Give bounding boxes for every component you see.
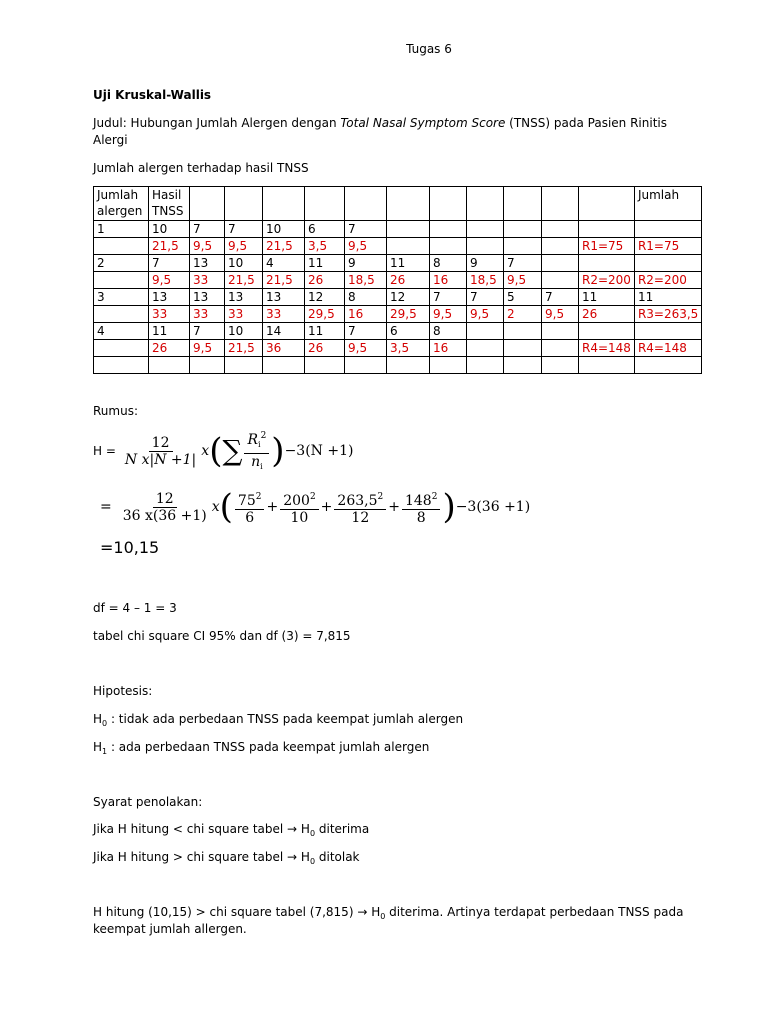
term-num — [280, 489, 318, 510]
cell-value — [190, 357, 225, 374]
cell-jumlah-alergen: 2 — [94, 255, 149, 272]
table-row — [94, 255, 702, 272]
fraction-den: N x|N +1| — [124, 451, 197, 468]
cell-sum — [634, 221, 701, 238]
cell-value: 9,5 — [504, 272, 542, 289]
header-empty — [504, 187, 542, 221]
judul-line1 — [93, 116, 667, 130]
cell-value: 10 — [149, 221, 190, 238]
conclusion-line2: keempat jumlah allergen. — [93, 922, 247, 936]
cell-value: 11 — [149, 323, 190, 340]
cell-value — [467, 323, 504, 340]
cell-value: 29,5 — [387, 306, 430, 323]
judul-prefix: Judul: Hubungan Jumlah Alergen dengan — [93, 116, 341, 130]
header-col2-line2: TNSS — [152, 204, 184, 218]
cell-value — [542, 272, 579, 289]
formula-h-eq: H = — [93, 444, 116, 458]
cell-value: 16 — [430, 340, 467, 357]
cell-value: 21,5 — [263, 272, 305, 289]
judul-line2: Alergi — [93, 133, 128, 147]
formula-general — [93, 428, 353, 474]
term-den: 6 — [245, 509, 255, 526]
term-148 — [402, 489, 440, 526]
h1-sub: 1 — [102, 747, 108, 756]
cell-value: 36 — [263, 340, 305, 357]
cell-value: 11 — [387, 255, 430, 272]
cell-value: 7 — [542, 289, 579, 306]
conclusion-line1 — [93, 905, 683, 921]
rumus-label: Rumus: — [93, 404, 138, 418]
term-num-value: 75 — [237, 492, 256, 509]
paren-close: ) — [271, 431, 285, 471]
cell-sum — [634, 357, 701, 374]
cell-value: 3,5 — [387, 340, 430, 357]
cell-sum: R3=263,5 — [634, 306, 701, 323]
cell-value: 10 — [263, 221, 305, 238]
cell-value: 26 — [305, 340, 345, 357]
concl-suffix: diterima. Artinya terdapat perbedaan TNSS pada — [385, 905, 684, 919]
cell-value: 12 — [387, 289, 430, 306]
term-sup: 2 — [377, 491, 384, 502]
header-empty — [387, 187, 430, 221]
header-empty — [190, 187, 225, 221]
df-line: df = 4 – 1 = 3 — [93, 601, 177, 615]
cell-value — [542, 221, 579, 238]
cell-value — [504, 323, 542, 340]
cell-value: 10 — [225, 255, 263, 272]
h0-symbol: H — [93, 712, 103, 726]
cell-sum — [634, 255, 701, 272]
header-empty — [579, 187, 635, 221]
header-empty — [263, 187, 305, 221]
rule2-suffix: ditolak — [315, 850, 360, 864]
plus-sign: + — [388, 499, 400, 515]
cell-value — [504, 340, 542, 357]
cell-jumlah-alergen — [94, 272, 149, 289]
cell-value: 7 — [225, 221, 263, 238]
term-num — [235, 489, 265, 510]
cell-value — [504, 238, 542, 255]
cell-value: 5 — [504, 289, 542, 306]
cell-value — [542, 238, 579, 255]
formula-x: x — [211, 499, 220, 515]
syarat-label: Syarat penolakan: — [93, 795, 203, 809]
header-jumlah: Jumlah — [634, 187, 701, 221]
cell-value: 7 — [345, 221, 387, 238]
formula-eq2: = — [100, 499, 112, 515]
page-title — [0, 42, 768, 56]
ri-letter: R — [247, 431, 258, 448]
header-empty — [305, 187, 345, 221]
cell-value — [345, 357, 387, 374]
cell-value — [430, 221, 467, 238]
h0-text: : tidak ada perbedaan TNSS pada keempat jumlah alergen — [107, 712, 464, 726]
arrow-icon: → — [287, 850, 298, 864]
cell-value: 6 — [305, 221, 345, 238]
cell-value: R1=75 — [579, 238, 635, 255]
cell-value — [387, 357, 430, 374]
hipotesis-label: Hipotesis: — [93, 684, 153, 698]
formula-specific — [100, 484, 530, 530]
cell-value: 7 — [467, 289, 504, 306]
cell-value: R4=148 — [579, 340, 635, 357]
chi-square-line: tabel chi square CI 95% dan df (3) = 7,815 — [93, 629, 351, 643]
cell-jumlah-alergen — [94, 340, 149, 357]
header-col1-line2: alergen — [97, 204, 143, 218]
cell-value: 6 — [387, 323, 430, 340]
cell-value: 11 — [305, 255, 345, 272]
cell-value: 9,5 — [430, 306, 467, 323]
concl-sub: 0 — [380, 912, 386, 921]
fraction-den: 36 x(36 +1) — [122, 507, 207, 524]
cell-value: 21,5 — [263, 238, 305, 255]
cell-value: 9 — [467, 255, 504, 272]
header-empty — [430, 187, 467, 221]
term-num-value: 263,5 — [337, 492, 378, 509]
h1-text: : ada perbedaan TNSS pada keempat jumlah alergen — [107, 740, 430, 754]
table-row — [94, 238, 702, 255]
cell-value: 7 — [190, 221, 225, 238]
test-name: Uji Kruskal-Wallis — [93, 88, 212, 102]
table-row — [94, 272, 702, 289]
formula-result: =10,15 — [100, 538, 160, 557]
cell-value — [430, 357, 467, 374]
cell-value: 9 — [345, 255, 387, 272]
cell-value — [542, 357, 579, 374]
cell-value: 8 — [345, 289, 387, 306]
plus-sign: + — [320, 499, 333, 515]
header-empty — [225, 187, 263, 221]
table-row — [94, 323, 702, 340]
term-200 — [280, 489, 318, 526]
header-col1-line1: Jumlah — [97, 188, 139, 202]
term-sup: 2 — [431, 491, 438, 502]
ni-letter: n — [251, 453, 261, 470]
cell-value: 26 — [305, 272, 345, 289]
cell-sum: R1=75 — [634, 238, 701, 255]
table-caption: Jumlah alergen terhadap hasil TNSS — [93, 161, 309, 175]
cell-jumlah-alergen — [94, 357, 149, 374]
formula-tail-specific: −3(36 +1) — [455, 499, 531, 515]
fraction-num: 12 — [149, 435, 173, 452]
term-num-value: 200 — [283, 492, 310, 509]
cell-value — [504, 221, 542, 238]
rule1-h: H — [300, 822, 310, 836]
cell-value — [579, 323, 635, 340]
cell-value: 18,5 — [467, 272, 504, 289]
ni-den — [248, 454, 266, 475]
cell-value: 9,5 — [345, 238, 387, 255]
term-sup: 2 — [255, 491, 262, 502]
cell-value — [430, 238, 467, 255]
arrow-icon: → — [357, 905, 368, 919]
h0-sub: 0 — [102, 719, 108, 728]
formula-x: x — [201, 443, 210, 459]
cell-value: 16 — [345, 306, 387, 323]
cell-value — [387, 238, 430, 255]
cell-value: 9,5 — [467, 306, 504, 323]
cell-value — [467, 340, 504, 357]
ni-sub: i — [260, 461, 263, 471]
cell-value: 7 — [430, 289, 467, 306]
header-jumlah-alergen — [94, 187, 149, 221]
table-body — [94, 221, 702, 374]
cell-value: 11 — [305, 323, 345, 340]
paren-close: ) — [442, 487, 456, 527]
cell-sum — [634, 323, 701, 340]
cell-sum: R4=148 — [634, 340, 701, 357]
h1-symbol: H — [93, 740, 103, 754]
cell-value: 9,5 — [190, 340, 225, 357]
rule1-prefix: Jika H hitung < chi square tabel — [93, 822, 288, 836]
cell-jumlah-alergen: 4 — [94, 323, 149, 340]
data-table — [93, 186, 702, 374]
cell-value: 13 — [149, 289, 190, 306]
rule2-h: H — [300, 850, 310, 864]
page-title-text: Tugas 6 — [406, 42, 452, 56]
cell-value: 9,5 — [225, 238, 263, 255]
cell-value: 21,5 — [149, 238, 190, 255]
cell-value: 33 — [190, 272, 225, 289]
term-num — [402, 489, 440, 510]
concl-prefix: H hitung (10,15) > chi square tabel (7,815) — [93, 905, 358, 919]
plus-sign: + — [266, 499, 279, 515]
cell-value: 16 — [430, 272, 467, 289]
cell-value: 7 — [190, 323, 225, 340]
table-row — [94, 221, 702, 238]
cell-sum: 11 — [634, 289, 701, 306]
cell-value — [305, 357, 345, 374]
header-empty — [542, 187, 579, 221]
term-sup: 2 — [309, 491, 316, 502]
term-den: 12 — [351, 509, 370, 526]
judul-italic: Total Nasal Symptom Score — [340, 116, 506, 130]
rule1-suffix: diterima — [315, 822, 370, 836]
term-den: 10 — [290, 509, 309, 526]
cell-jumlah-alergen — [94, 238, 149, 255]
cell-value — [225, 357, 263, 374]
cell-value: 7 — [504, 255, 542, 272]
rule-1 — [93, 822, 369, 838]
cell-value — [387, 221, 430, 238]
cell-value: 33 — [263, 306, 305, 323]
cell-value: 13 — [190, 289, 225, 306]
cell-jumlah-alergen — [94, 306, 149, 323]
cell-value — [467, 238, 504, 255]
judul-suffix: (TNSS) pada Pasien Rinitis — [505, 116, 667, 130]
cell-value: 29,5 — [305, 306, 345, 323]
cell-value — [467, 221, 504, 238]
cell-value: 9,5 — [345, 340, 387, 357]
cell-value: 9,5 — [190, 238, 225, 255]
term-num — [334, 489, 386, 510]
fraction-ri-ni — [244, 428, 269, 475]
table-header-row — [94, 187, 702, 221]
fraction-specific — [120, 491, 210, 524]
cell-value: 7 — [345, 323, 387, 340]
cell-value — [467, 357, 504, 374]
cell-value: 18,5 — [345, 272, 387, 289]
table-row — [94, 357, 702, 374]
cell-value: 26 — [149, 340, 190, 357]
cell-value — [504, 357, 542, 374]
cell-value: 21,5 — [225, 272, 263, 289]
formula-tail-general: −3(N +1) — [284, 443, 354, 459]
rule2-sub: 0 — [309, 857, 316, 866]
cell-value: 33 — [149, 306, 190, 323]
cell-value — [542, 255, 579, 272]
sigma-symbol: ∑ — [222, 434, 243, 467]
cell-value — [263, 357, 305, 374]
cell-value: 33 — [190, 306, 225, 323]
ri-sup: 2 — [260, 430, 267, 441]
cell-value: 3,5 — [305, 238, 345, 255]
term-den: 8 — [416, 509, 426, 526]
paren-open: ( — [209, 431, 223, 471]
arrow-icon: → — [287, 822, 298, 836]
cell-value — [579, 255, 635, 272]
table-row — [94, 306, 702, 323]
cell-value: 12 — [305, 289, 345, 306]
fraction-num: 12 — [153, 491, 177, 508]
ri-sub: i — [258, 439, 261, 449]
cell-value: 4 — [263, 255, 305, 272]
cell-value: 8 — [430, 255, 467, 272]
cell-value: 11 — [579, 289, 635, 306]
cell-value: 9,5 — [149, 272, 190, 289]
cell-value: 10 — [225, 323, 263, 340]
cell-value — [579, 221, 635, 238]
cell-value: 2 — [504, 306, 542, 323]
term-num-value: 148 — [404, 492, 432, 509]
table-row — [94, 340, 702, 357]
h1-line — [93, 740, 429, 756]
cell-value: R2=200 — [579, 272, 635, 289]
cell-value: 21,5 — [225, 340, 263, 357]
cell-value: 13 — [225, 289, 263, 306]
cell-value: 13 — [263, 289, 305, 306]
h0-line — [93, 712, 463, 728]
cell-value: 9,5 — [542, 306, 579, 323]
cell-value: 7 — [149, 255, 190, 272]
term-75 — [235, 489, 265, 526]
rule-2 — [93, 850, 360, 866]
paren-open: ( — [219, 487, 233, 527]
cell-jumlah-alergen: 1 — [94, 221, 149, 238]
cell-value: 33 — [225, 306, 263, 323]
header-empty — [467, 187, 504, 221]
rule1-sub: 0 — [309, 829, 316, 838]
cell-value — [149, 357, 190, 374]
header-col2-line1: Hasil — [152, 188, 182, 202]
cell-value — [579, 357, 635, 374]
cell-jumlah-alergen: 3 — [94, 289, 149, 306]
cell-value — [542, 340, 579, 357]
table-row — [94, 289, 702, 306]
header-hasil-tnss — [149, 187, 190, 221]
cell-value: 26 — [579, 306, 635, 323]
fraction-general — [122, 435, 199, 468]
cell-value: 14 — [263, 323, 305, 340]
cell-value: 13 — [190, 255, 225, 272]
header-empty — [345, 187, 387, 221]
cell-value: 26 — [387, 272, 430, 289]
concl-h: H — [371, 905, 381, 919]
cell-value: 8 — [430, 323, 467, 340]
ri-num — [244, 428, 269, 454]
cell-sum: R2=200 — [634, 272, 701, 289]
rule2-prefix: Jika H hitung > chi square tabel — [93, 850, 288, 864]
term-263 — [334, 489, 386, 526]
cell-value — [542, 323, 579, 340]
